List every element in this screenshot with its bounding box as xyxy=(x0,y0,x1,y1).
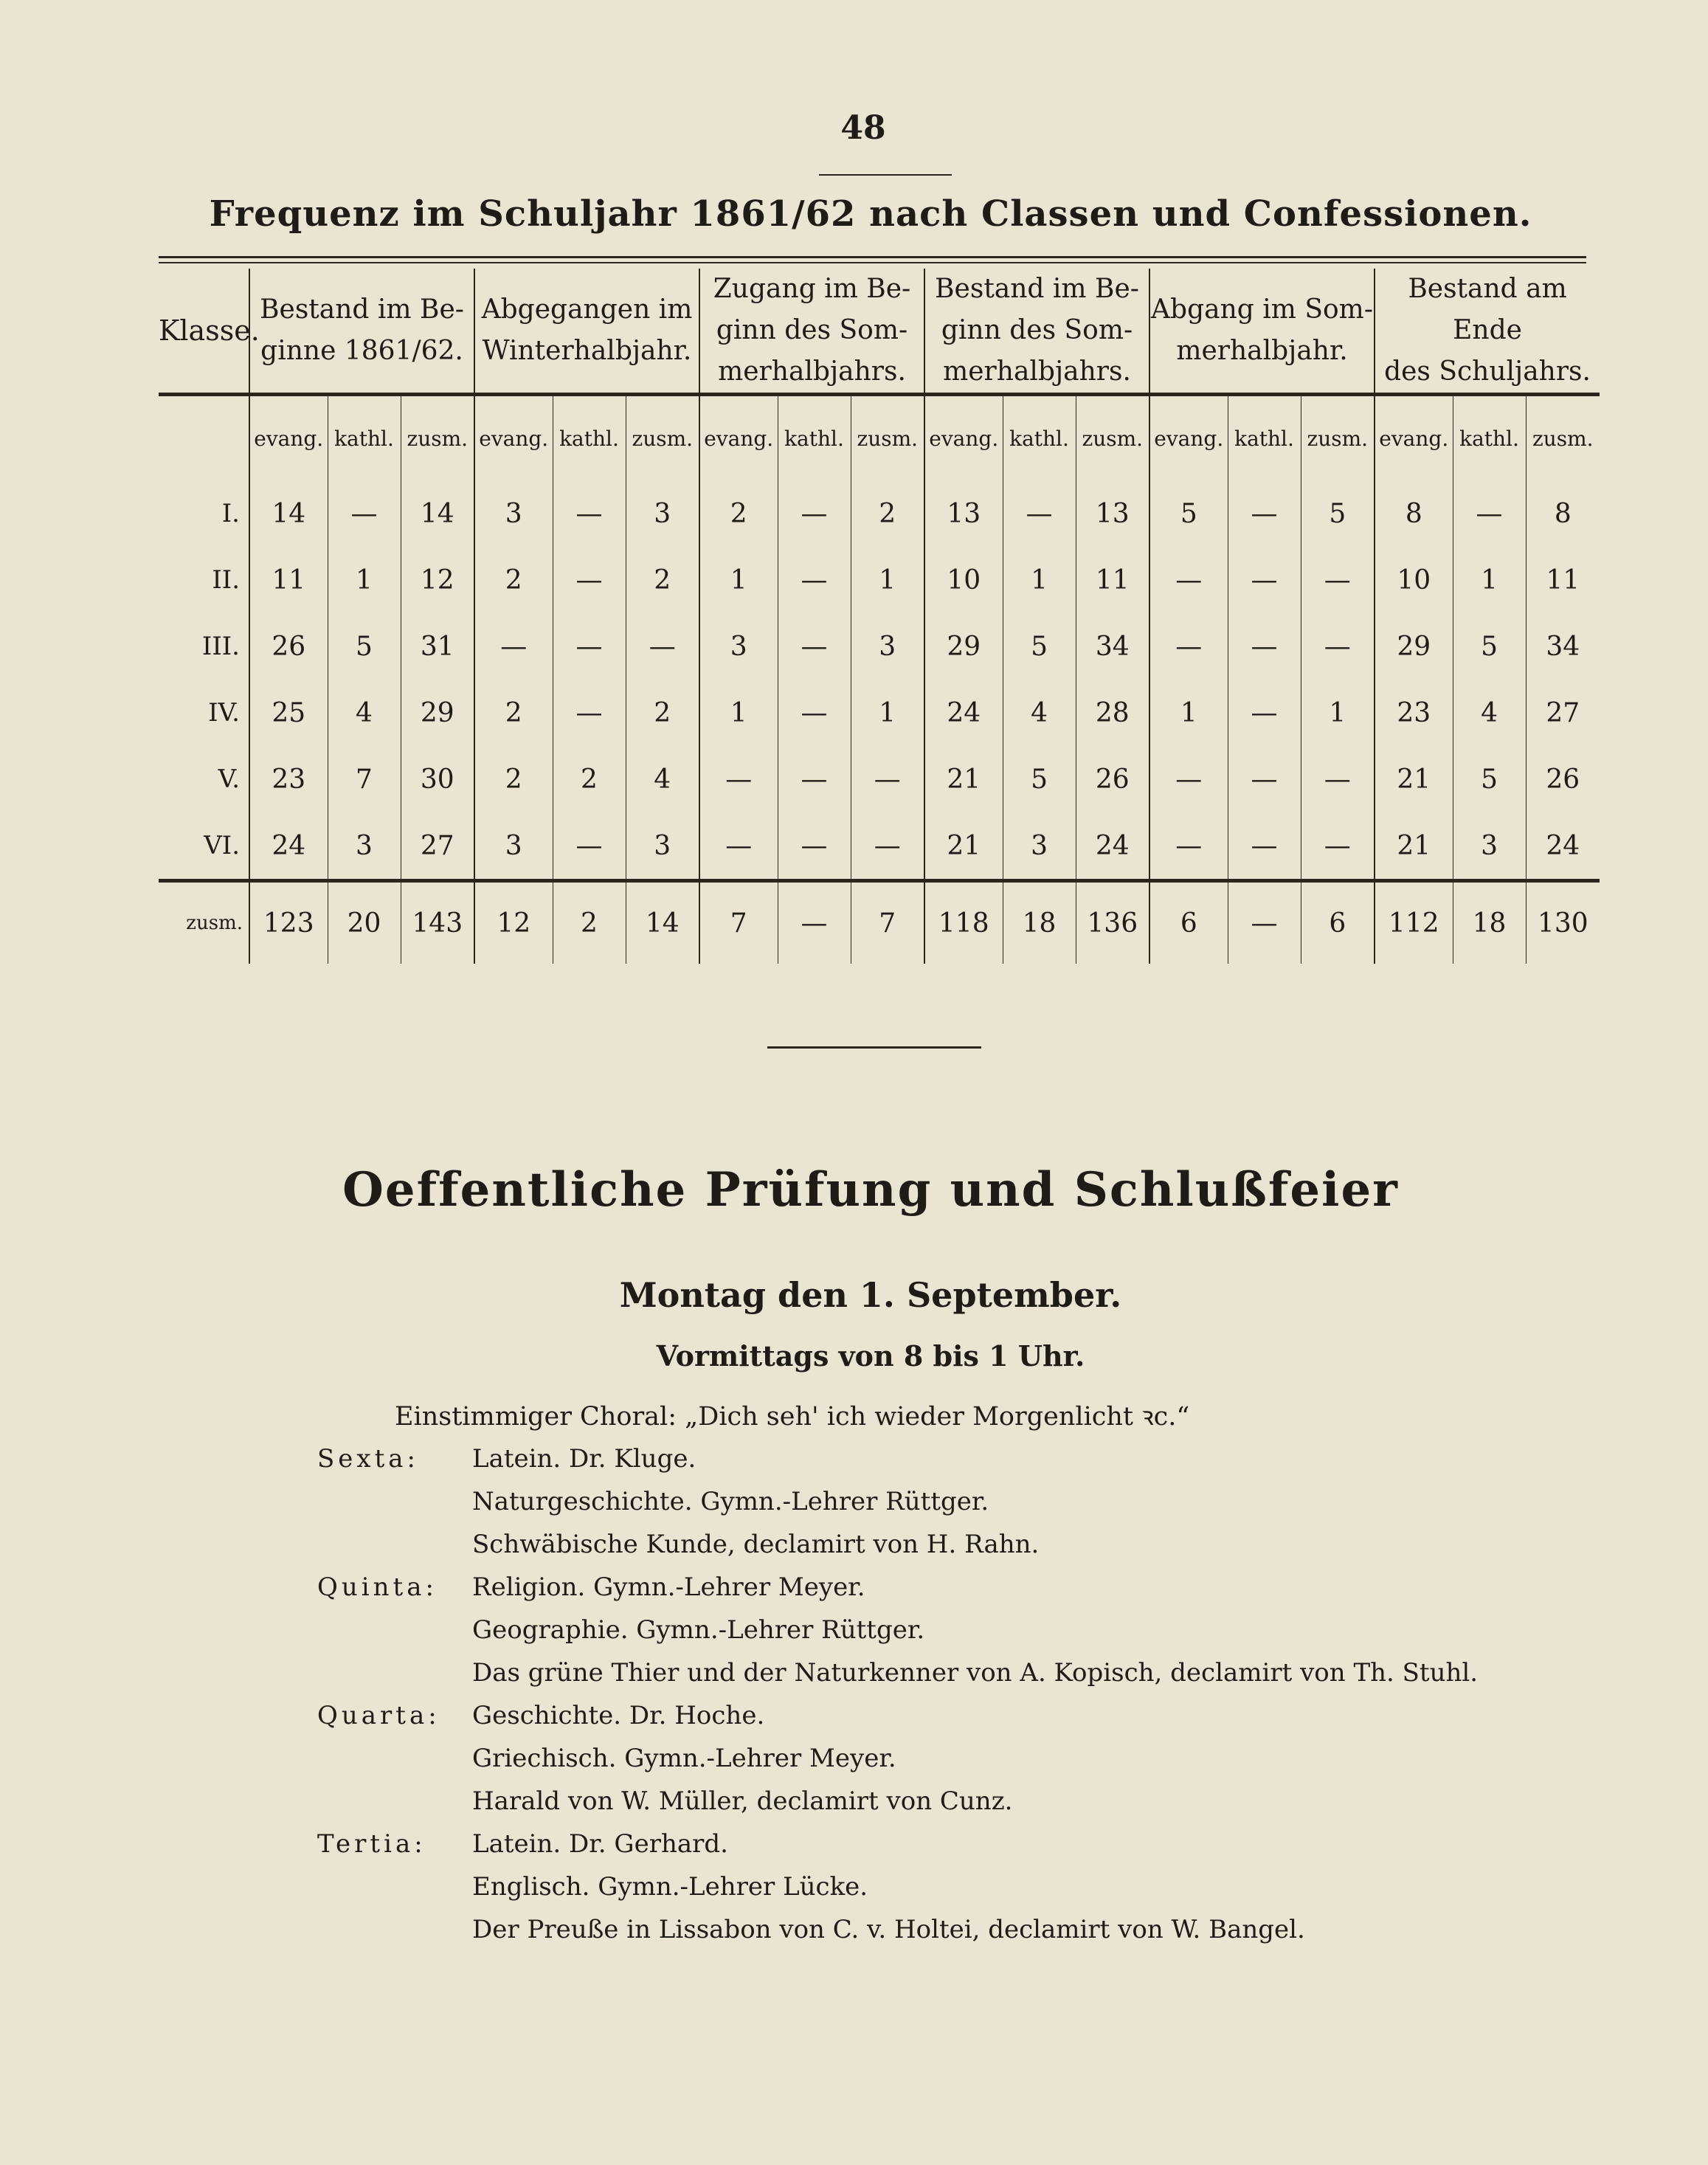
table-cell: 24 xyxy=(249,812,328,881)
table-cell: 3 xyxy=(626,812,699,881)
table-cell: 4 xyxy=(1003,680,1076,746)
table-cell: — xyxy=(699,812,778,881)
table-cell: 10 xyxy=(924,547,1003,613)
table-cell: 34 xyxy=(1076,613,1149,680)
table-cell: — xyxy=(328,480,401,547)
total-cell: 6 xyxy=(1301,881,1375,964)
program-item xyxy=(317,1651,1631,1694)
table-cell: 26 xyxy=(249,613,328,680)
table-cell: 1 xyxy=(699,547,778,613)
table-cell: — xyxy=(1301,746,1375,812)
group-header-1: Bestand im Be- ginne 1861/62. xyxy=(249,269,474,395)
table-cell: — xyxy=(1301,613,1375,680)
table-cell: 3 xyxy=(474,480,553,547)
program-text: Geographie. Gymn.-Lehrer Rüttger. xyxy=(472,1615,925,1645)
table-cell: — xyxy=(553,547,626,613)
program-item xyxy=(317,1609,1631,1651)
table-cell: — xyxy=(1453,480,1526,547)
group-header-4: Bestand im Be- ginn des Som- merhalbjahrs. xyxy=(924,269,1149,395)
table-cell: 11 xyxy=(249,547,328,613)
program-text: Englisch. Gymn.-Lehrer Lücke. xyxy=(472,1872,868,1902)
table-cell: — xyxy=(851,746,924,812)
total-cell: 123 xyxy=(249,881,328,964)
frequency-table xyxy=(159,269,1600,964)
total-row xyxy=(159,881,1600,964)
table-cell: 5 xyxy=(1149,480,1228,547)
table-cell: 1 xyxy=(1301,680,1375,746)
row-klasse: I. xyxy=(159,480,249,547)
table-cell: 21 xyxy=(924,746,1003,812)
sub-header-evang: evang. xyxy=(1375,395,1453,481)
table-cell: 2 xyxy=(699,480,778,547)
group-header-5: Abgang im Som- merhalbjahr. xyxy=(1149,269,1375,395)
sub-header-kathl: kathl. xyxy=(1003,395,1076,481)
sub-header-zusm: zusm. xyxy=(1076,395,1149,481)
table-cell: 11 xyxy=(1546,564,1580,595)
sub-header-blank xyxy=(159,395,249,481)
table-cell: 3 xyxy=(1453,812,1526,881)
program-list xyxy=(317,1437,1631,1951)
table-cell: 21 xyxy=(1375,746,1453,812)
total-cell: 14 xyxy=(626,881,699,964)
program-item xyxy=(317,1823,1631,1865)
table-cell: — xyxy=(553,680,626,746)
table-cell: — xyxy=(626,613,699,680)
total-cell: 7 xyxy=(699,881,778,964)
table-cell: 2 xyxy=(553,746,626,812)
section-divider xyxy=(767,1046,981,1049)
program-class: Sexta: xyxy=(317,1444,419,1474)
table-cell: 1 xyxy=(1149,680,1228,746)
table-cell: 2 xyxy=(851,480,924,547)
program-item xyxy=(317,1480,1631,1523)
sub-header-zusm: zusm. xyxy=(401,395,474,481)
page-number-rule xyxy=(819,174,952,176)
table-cell: 21 xyxy=(924,812,1003,881)
table-cell: — xyxy=(778,746,851,812)
program-text: Der Preuße in Lissabon von C. v. Holtei, declamirt von W. Bangel. xyxy=(472,1915,1305,1944)
group-header-6: Bestand am Ende des Schuljahrs. xyxy=(1384,274,1591,387)
sub-header-evang: evang. xyxy=(699,395,778,481)
sub-header-zusm: zusm. xyxy=(626,395,699,481)
table-cell: 24 xyxy=(1546,830,1580,861)
program-text: Geschichte. Dr. Hoche. xyxy=(472,1701,765,1730)
program-item xyxy=(317,1865,1631,1908)
table-cell: 21 xyxy=(1375,812,1453,881)
page-number: 48 xyxy=(840,109,886,147)
table-cell: — xyxy=(1149,746,1228,812)
table-cell: — xyxy=(553,480,626,547)
table-cell: — xyxy=(1228,812,1301,881)
row-klasse: III. xyxy=(159,613,249,680)
total-cell: 12 xyxy=(474,881,553,964)
total-cell: 118 xyxy=(924,881,1003,964)
row-klasse: II. xyxy=(159,547,249,613)
table-cell: 3 xyxy=(851,613,924,680)
table-cell: 7 xyxy=(328,746,401,812)
table-cell: 26 xyxy=(1546,764,1580,795)
table-cell: 34 xyxy=(1546,631,1580,662)
total-cell: 6 xyxy=(1149,881,1228,964)
table-cell: 1 xyxy=(851,680,924,746)
table-row xyxy=(159,680,1600,746)
table-row xyxy=(159,812,1600,881)
table-cell: 3 xyxy=(699,613,778,680)
sub-header-row xyxy=(159,395,1600,481)
table-cell: 5 xyxy=(328,613,401,680)
table-cell: 5 xyxy=(1301,480,1375,547)
table-cell: — xyxy=(474,613,553,680)
sub-header-kathl: kathl. xyxy=(778,395,851,481)
table-cell: — xyxy=(1003,480,1076,547)
table-cell: 1 xyxy=(328,547,401,613)
table-cell: 29 xyxy=(924,613,1003,680)
table-cell: — xyxy=(553,613,626,680)
klasse-header: Klasse. xyxy=(159,269,249,395)
table-cell: 28 xyxy=(1076,680,1149,746)
table-cell: — xyxy=(778,547,851,613)
program-item xyxy=(317,1523,1631,1566)
table-cell: 31 xyxy=(401,613,474,680)
table-cell: 13 xyxy=(1076,480,1149,547)
table-cell: 29 xyxy=(1375,613,1453,680)
table-title: Frequenz im Schuljahr 1861/62 nach Classen und Confessionen. xyxy=(209,193,1532,235)
table-cell: — xyxy=(699,746,778,812)
table-cell: 8 xyxy=(1375,480,1453,547)
row-klasse: V. xyxy=(159,746,249,812)
table-cell: 1 xyxy=(699,680,778,746)
sub-header-evang: evang. xyxy=(1149,395,1228,481)
section-title: Oeffentliche Prüfung und Schlußfeier xyxy=(342,1162,1399,1218)
table-cell: 27 xyxy=(401,812,474,881)
program-item xyxy=(317,1908,1631,1951)
total-cell: 2 xyxy=(553,881,626,964)
table-cell: 5 xyxy=(1453,613,1526,680)
total-cell: 143 xyxy=(401,881,474,964)
table-row xyxy=(159,480,1600,547)
table-cell: 1 xyxy=(851,547,924,613)
program-class: Tertia: xyxy=(317,1829,426,1859)
table-cell: 4 xyxy=(328,680,401,746)
table-cell: 12 xyxy=(401,547,474,613)
date-line: Montag den 1. September. xyxy=(619,1275,1122,1315)
table-cell: 4 xyxy=(626,746,699,812)
table-cell: 2 xyxy=(626,680,699,746)
table-cell: 8 xyxy=(1554,498,1572,529)
sub-header-evang: evang. xyxy=(924,395,1003,481)
table-cell: — xyxy=(1301,547,1375,613)
program-class: Quinta: xyxy=(317,1572,438,1602)
table-cell: — xyxy=(778,812,851,881)
total-cell: 18 xyxy=(1003,881,1076,964)
group-header-3: Zugang im Be- ginn des Som- merhalbjahrs. xyxy=(699,269,924,395)
table-cell: 27 xyxy=(1546,697,1580,728)
table-cell: 24 xyxy=(924,680,1003,746)
table-cell: 24 xyxy=(1076,812,1149,881)
table-cell: — xyxy=(778,480,851,547)
table-row xyxy=(159,746,1600,812)
sub-header-kathl: kathl. xyxy=(1228,395,1301,481)
table-cell: — xyxy=(1228,680,1301,746)
table-cell: 4 xyxy=(1453,680,1526,746)
table-cell: 3 xyxy=(626,480,699,547)
total-cell: — xyxy=(778,881,851,964)
table-cell: 5 xyxy=(1453,746,1526,812)
table-cell: 1 xyxy=(1453,547,1526,613)
table-cell: — xyxy=(1301,812,1375,881)
table-cell: 3 xyxy=(1003,812,1076,881)
total-cell: 136 xyxy=(1076,881,1149,964)
table-cell: — xyxy=(1149,812,1228,881)
table-cell: 25 xyxy=(249,680,328,746)
table-cell: 29 xyxy=(401,680,474,746)
table-cell: 1 xyxy=(1003,547,1076,613)
total-cell: 7 xyxy=(851,881,924,964)
table-top-rule xyxy=(159,256,1586,258)
total-cell: 18 xyxy=(1453,881,1526,964)
sub-header-zusm: zusm. xyxy=(1526,395,1600,481)
table-cell: 23 xyxy=(1375,680,1453,746)
sub-header-kathl: kathl. xyxy=(1453,395,1526,481)
table-cell: 5 xyxy=(1003,613,1076,680)
table-cell: 2 xyxy=(626,547,699,613)
sub-header-zusm: zusm. xyxy=(851,395,924,481)
table-cell: 11 xyxy=(1076,547,1149,613)
opening-choral: Einstimmiger Choral: „Dich seh' ich wieder Morgenlicht ꝛc.“ xyxy=(395,1402,1190,1432)
table-top-rule-2 xyxy=(159,262,1586,263)
table-cell: — xyxy=(1149,613,1228,680)
program-text: Religion. Gymn.-Lehrer Meyer. xyxy=(472,1572,865,1602)
row-klasse: VI. xyxy=(159,812,249,881)
table-row xyxy=(159,547,1600,613)
table-cell: 2 xyxy=(474,680,553,746)
total-cell: — xyxy=(1228,881,1301,964)
table-cell: — xyxy=(1228,746,1301,812)
program-text: Griechisch. Gymn.-Lehrer Meyer. xyxy=(472,1744,896,1773)
table-cell: 30 xyxy=(401,746,474,812)
total-cell: 112 xyxy=(1375,881,1453,964)
row-klasse: IV. xyxy=(159,680,249,746)
table-cell: 10 xyxy=(1375,547,1453,613)
table-header-row xyxy=(159,269,1600,395)
table-cell: 2 xyxy=(474,746,553,812)
total-cell: 130 xyxy=(1526,881,1600,964)
program-text: Naturgeschichte. Gymn.-Lehrer Rüttger. xyxy=(472,1487,989,1516)
total-cell: 20 xyxy=(328,881,401,964)
table-cell: — xyxy=(778,680,851,746)
table-cell: 3 xyxy=(328,812,401,881)
program-item xyxy=(317,1737,1631,1780)
table-cell: 14 xyxy=(249,480,328,547)
program-text: Latein. Dr. Gerhard. xyxy=(472,1829,728,1859)
table-cell: 14 xyxy=(401,480,474,547)
table-cell: 26 xyxy=(1076,746,1149,812)
sub-header-kathl: kathl. xyxy=(328,395,401,481)
table-cell: 23 xyxy=(249,746,328,812)
sub-header-evang: evang. xyxy=(249,395,328,481)
program-item xyxy=(317,1437,1631,1480)
sub-header-zusm: zusm. xyxy=(1301,395,1375,481)
table-row xyxy=(159,613,1600,680)
table-cell: 13 xyxy=(924,480,1003,547)
program-text: Das grüne Thier und der Naturkenner von A. Kopisch, declamirt von Th. Stuhl. xyxy=(472,1658,1479,1688)
table-cell: — xyxy=(1228,480,1301,547)
program-text: Schwäbische Kunde, declamirt von H. Rahn. xyxy=(472,1530,1040,1559)
table-cell: 3 xyxy=(474,812,553,881)
total-label: zusm. xyxy=(159,881,249,964)
program-text: Harald von W. Müller, declamirt von Cunz. xyxy=(472,1786,1013,1816)
table-cell: 5 xyxy=(1003,746,1076,812)
program-text: Latein. Dr. Kluge. xyxy=(472,1444,696,1474)
table-cell: — xyxy=(1228,613,1301,680)
program-item xyxy=(317,1780,1631,1823)
table-cell: — xyxy=(1228,547,1301,613)
group-header-2: Abgegangen im Winterhalbjahr. xyxy=(474,269,699,395)
time-line: Vormittags von 8 bis 1 Uhr. xyxy=(656,1339,1085,1372)
table-cell: — xyxy=(553,812,626,881)
sub-header-evang: evang. xyxy=(474,395,553,481)
table-cell: — xyxy=(778,613,851,680)
sub-header-kathl: kathl. xyxy=(553,395,626,481)
table-cell: 2 xyxy=(474,547,553,613)
program-item xyxy=(317,1566,1631,1609)
table-cell: — xyxy=(1149,547,1228,613)
program-class: Quarta: xyxy=(317,1701,440,1730)
table-cell: — xyxy=(851,812,924,881)
program-item xyxy=(317,1694,1631,1737)
